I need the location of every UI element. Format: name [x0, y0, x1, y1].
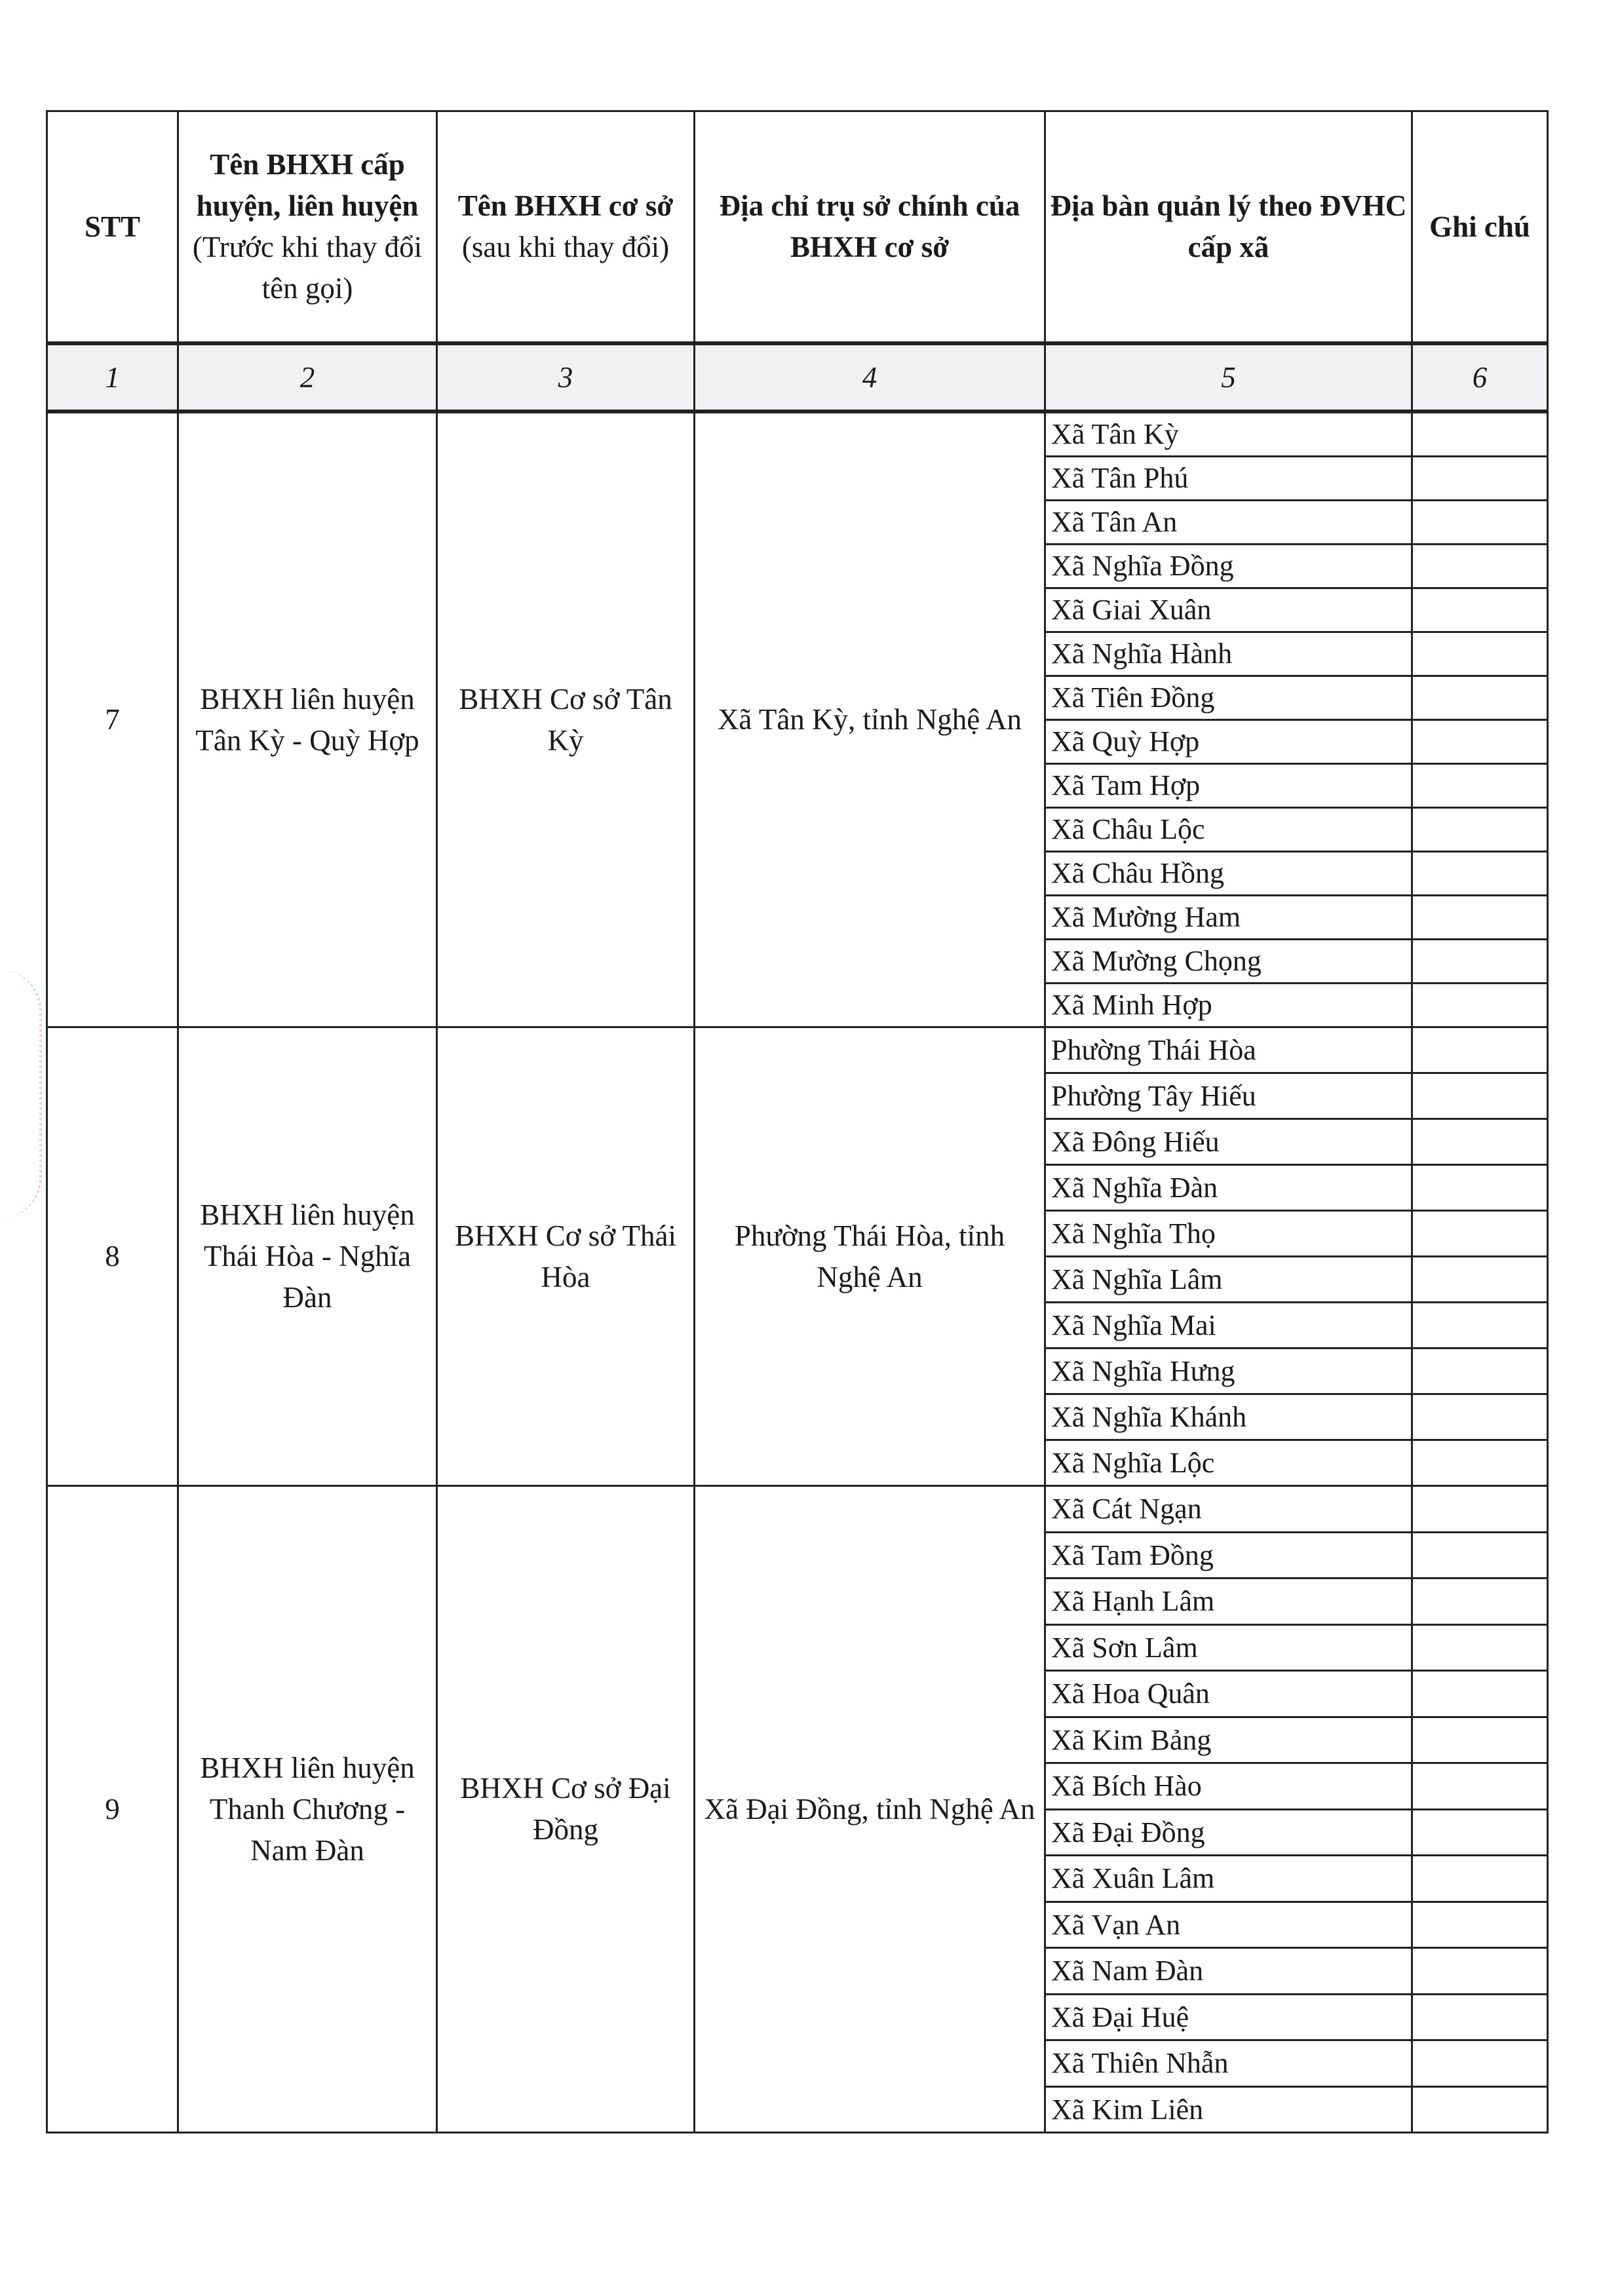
commune-cell: Xã Minh Hợp — [1045, 984, 1412, 1027]
address-cell: Phường Thái Hòa, tỉnh Nghệ An — [695, 1027, 1045, 1486]
note-cell — [1412, 1624, 1548, 1671]
note-cell — [1412, 1073, 1548, 1119]
commune-cell: Xã Nam Đàn — [1045, 1948, 1412, 1995]
bhxh-table — [46, 110, 1549, 2133]
note-cell — [1412, 1763, 1548, 1810]
stt-cell: 8 — [47, 1027, 178, 1486]
commune-cell: Xã Xuân Lâm — [1045, 1856, 1412, 1902]
red-stamp-fragment — [0, 970, 42, 1219]
header-note: Ghi chú — [1412, 111, 1548, 344]
new-name-cell: BHXH Cơ sở Đại Đồng — [437, 1486, 695, 2133]
new-name-cell: BHXH Cơ sở Tân Kỳ — [437, 411, 695, 1027]
commune-cell: Xã Tân Phú — [1045, 457, 1412, 501]
note-cell — [1412, 1394, 1548, 1440]
commune-cell: Xã Đại Đồng — [1045, 1809, 1412, 1856]
note-cell — [1412, 1027, 1548, 1073]
note-cell — [1412, 764, 1548, 808]
note-cell — [1412, 1671, 1548, 1717]
commune-cell: Xã Cát Ngạn — [1045, 1486, 1412, 1533]
commune-cell: Xã Tam Đồng — [1045, 1532, 1412, 1578]
note-cell — [1412, 632, 1548, 676]
header-row — [47, 111, 1548, 344]
note-cell — [1412, 896, 1548, 940]
note-cell — [1412, 2086, 1548, 2133]
commune-cell: Xã Nghĩa Mai — [1045, 1303, 1412, 1349]
header-old-name — [178, 111, 437, 344]
note-cell — [1412, 808, 1548, 852]
note-cell — [1412, 1809, 1548, 1856]
note-cell — [1412, 457, 1548, 501]
commune-cell: Xã Vạn An — [1045, 1902, 1412, 1948]
note-cell — [1412, 1994, 1548, 2040]
commune-cell: Xã Nghĩa Thọ — [1045, 1211, 1412, 1257]
commune-cell: Xã Nghĩa Khánh — [1045, 1394, 1412, 1440]
note-cell — [1412, 1578, 1548, 1625]
header-area: Địa bàn quản lý theo ĐVHC cấp xã — [1045, 111, 1412, 344]
note-cell — [1412, 984, 1548, 1027]
old-name-cell: BHXH liên huyện Thái Hòa - Nghĩa Đàn — [178, 1027, 437, 1486]
note-cell — [1412, 1856, 1548, 1902]
note-cell — [1412, 1902, 1548, 1948]
note-cell — [1412, 940, 1548, 984]
commune-cell: Xã Đại Huệ — [1045, 1994, 1412, 2040]
commune-cell: Xã Giai Xuân — [1045, 588, 1412, 632]
note-cell — [1412, 1165, 1548, 1211]
commune-cell: Xã Tân Kỳ — [1045, 411, 1412, 457]
table-row — [47, 1027, 1548, 1073]
address-cell: Xã Đại Đồng, tỉnh Nghệ An — [695, 1486, 1045, 2133]
note-cell — [1412, 676, 1548, 720]
note-cell — [1412, 2040, 1548, 2087]
column-number: 2 — [178, 343, 437, 411]
note-cell — [1412, 545, 1548, 588]
commune-cell: Xã Tam Hợp — [1045, 764, 1412, 808]
commune-cell: Xã Quỳ Hợp — [1045, 720, 1412, 764]
header-new-name-title: Tên BHXH cơ sở — [457, 189, 674, 222]
note-cell — [1412, 1257, 1548, 1303]
old-name-cell: BHXH liên huyện Tân Kỳ - Quỳ Hợp — [178, 411, 437, 1027]
commune-cell: Xã Mường Chọng — [1045, 940, 1412, 984]
note-cell — [1412, 1349, 1548, 1394]
note-cell — [1412, 1486, 1548, 1533]
note-cell — [1412, 1717, 1548, 1763]
commune-cell: Xã Nghĩa Đồng — [1045, 545, 1412, 588]
stt-cell: 9 — [47, 1486, 178, 2133]
table-body — [47, 343, 1548, 2133]
header-old-name-sub: (Trước khi thay đổi tên gọi) — [192, 231, 423, 305]
old-name-cell: BHXH liên huyện Thanh Chương - Nam Đàn — [178, 1486, 437, 2133]
commune-cell: Xã Châu Lộc — [1045, 808, 1412, 852]
column-number: 6 — [1412, 343, 1548, 411]
header-new-name-sub: (sau khi thay đổi) — [461, 231, 670, 263]
note-cell — [1412, 411, 1548, 457]
note-cell — [1412, 1948, 1548, 1995]
commune-cell: Xã Nghĩa Lộc — [1045, 1440, 1412, 1486]
note-cell — [1412, 1440, 1548, 1486]
note-cell — [1412, 1211, 1548, 1257]
commune-cell: Xã Hạnh Lâm — [1045, 1578, 1412, 1625]
commune-cell: Xã Hoa Quân — [1045, 1671, 1412, 1717]
new-name-cell: BHXH Cơ sở Thái Hòa — [437, 1027, 695, 1486]
table-row — [47, 411, 1548, 457]
address-cell: Xã Tân Kỳ, tỉnh Nghệ An — [695, 411, 1045, 1027]
column-number: 3 — [437, 343, 695, 411]
commune-cell: Xã Sơn Lâm — [1045, 1624, 1412, 1671]
commune-cell: Xã Nghĩa Lâm — [1045, 1257, 1412, 1303]
header-stt: STT — [47, 111, 178, 344]
note-cell — [1412, 852, 1548, 896]
stt-cell: 7 — [47, 411, 178, 1027]
commune-cell: Xã Thiên Nhẫn — [1045, 2040, 1412, 2087]
commune-cell: Xã Kim Bảng — [1045, 1717, 1412, 1763]
commune-cell: Xã Kim Liên — [1045, 2086, 1412, 2133]
commune-cell: Phường Tây Hiếu — [1045, 1073, 1412, 1119]
commune-cell: Xã Đông Hiếu — [1045, 1119, 1412, 1165]
column-number: 4 — [695, 343, 1045, 411]
commune-cell: Xã Nghĩa Hưng — [1045, 1349, 1412, 1394]
commune-cell: Xã Nghĩa Hành — [1045, 632, 1412, 676]
column-number: 5 — [1045, 343, 1412, 411]
note-cell — [1412, 1303, 1548, 1349]
note-cell — [1412, 1532, 1548, 1578]
note-cell — [1412, 588, 1548, 632]
note-cell — [1412, 720, 1548, 764]
commune-cell: Phường Thái Hòa — [1045, 1027, 1412, 1073]
column-number: 1 — [47, 343, 178, 411]
commune-cell: Xã Bích Hào — [1045, 1763, 1412, 1810]
commune-cell: Xã Châu Hồng — [1045, 852, 1412, 896]
header-old-name-title: Tên BHXH cấp huyện, liên huyện — [196, 148, 419, 222]
header-address: Địa chỉ trụ sở chính của BHXH cơ sở — [695, 111, 1045, 344]
note-cell — [1412, 1119, 1548, 1165]
column-number-row — [47, 343, 1548, 411]
commune-cell: Xã Nghĩa Đàn — [1045, 1165, 1412, 1211]
note-cell — [1412, 501, 1548, 545]
table-row — [47, 1486, 1548, 1533]
commune-cell: Xã Tiên Đồng — [1045, 676, 1412, 720]
commune-cell: Xã Tân An — [1045, 501, 1412, 545]
header-new-name — [437, 111, 695, 344]
commune-cell: Xã Mường Ham — [1045, 896, 1412, 940]
